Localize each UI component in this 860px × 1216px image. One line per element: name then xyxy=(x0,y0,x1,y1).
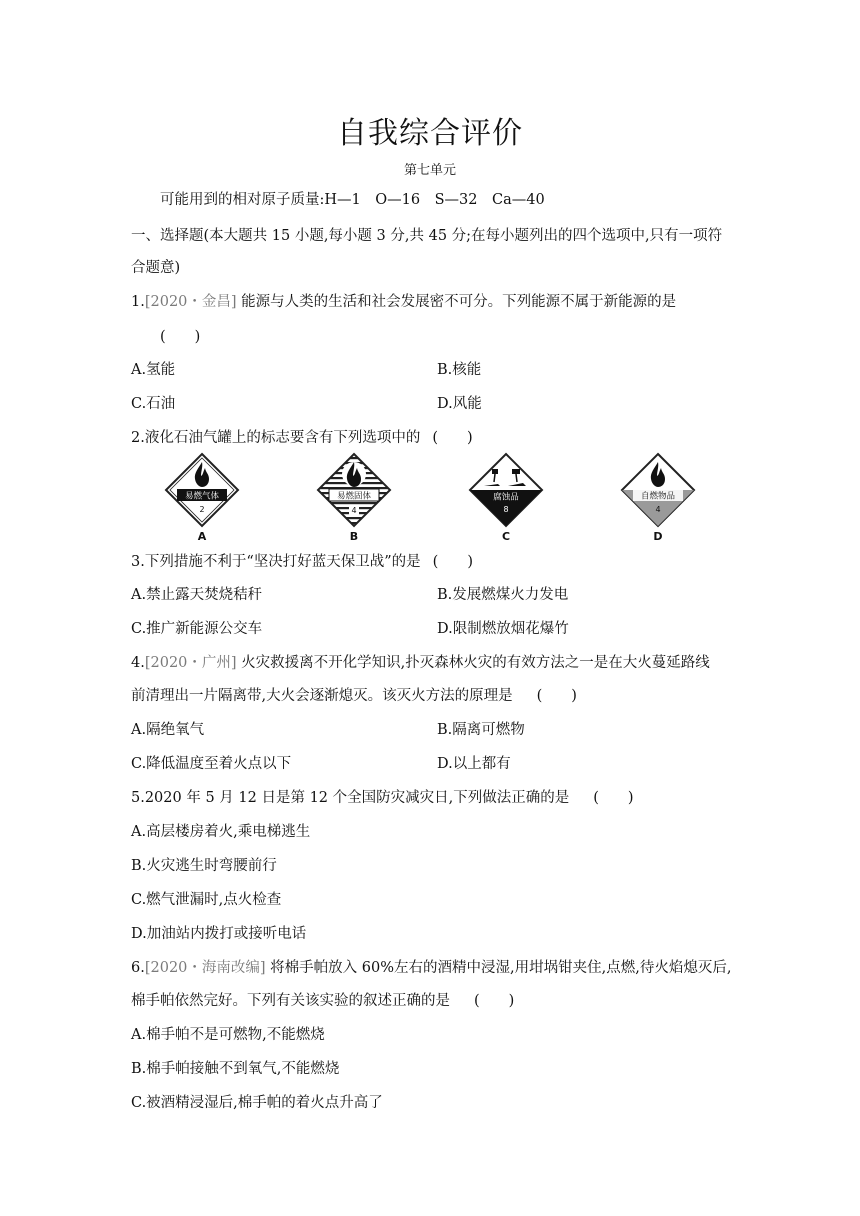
question-text: 2.液化石油气罐上的标志要含有下列选项中的 xyxy=(131,430,421,446)
option-d: D.限制燃放烟花爆竹 xyxy=(437,621,569,637)
answer-paren: ( ) xyxy=(160,329,201,345)
question-text: 3.下列措施不利于“坚决打好蓝天保卫战”的是 xyxy=(131,554,421,570)
atomic-masses: 可能用到的相对原子质量:H—1 O—16 S—32 Ca—40 xyxy=(160,192,545,208)
question-5-stem xyxy=(131,788,634,808)
question-4-stem xyxy=(131,653,710,673)
option-b: B.发展燃煤火力发电 xyxy=(437,587,569,603)
page-title: 自我综合评价 xyxy=(337,116,523,151)
question-3-stem xyxy=(131,552,473,572)
corrosive-icon xyxy=(468,452,544,528)
option-a: A.棉手帕不是可燃物,不能燃烧 xyxy=(131,1027,325,1043)
question-number: 1. xyxy=(131,294,145,310)
answer-paren: ( ) xyxy=(536,688,577,704)
svg-text:8: 8 xyxy=(503,505,509,514)
svg-text:易燃固体: 易燃固体 xyxy=(336,491,372,502)
question-6-stem-cont xyxy=(131,991,514,1011)
unit-subtitle: 第七单元 xyxy=(403,163,456,178)
answer-paren: ( ) xyxy=(432,554,473,570)
section-heading-cont: 合题意) xyxy=(131,260,181,276)
question-text: 将棉手帕放入 60%左右的酒精中浸湿,用坩埚钳夹住,点燃,待火焰熄灭后, xyxy=(265,960,732,976)
question-source: [2020・金昌] xyxy=(144,294,237,310)
question-text: 能源与人类的生活和社会发展密不可分。下列能源不属于新能源的是 xyxy=(236,294,677,310)
sign-letter: B xyxy=(349,530,359,543)
option-a: A.隔绝氧气 xyxy=(131,722,205,738)
question-1-stem xyxy=(131,292,676,312)
option-c: C.推广新能源公交车 xyxy=(131,621,263,637)
option-b: B.核能 xyxy=(437,362,482,378)
option-a: A.氢能 xyxy=(131,362,176,378)
answer-paren: ( ) xyxy=(474,993,515,1009)
option-c: C.燃气泄漏时,点火检查 xyxy=(131,892,282,908)
svg-text:2: 2 xyxy=(199,505,205,514)
answer-paren: ( ) xyxy=(593,790,634,806)
flame-icon xyxy=(164,452,240,528)
question-2-stem xyxy=(131,428,473,448)
question-text: 火灾救援离不开化学知识,扑灭森林火灾的有效方法之一是在大火蔓延路线 xyxy=(236,655,710,671)
option-c: C.被酒精浸湿后,棉手帕的着火点升高了 xyxy=(131,1095,383,1111)
sign-letter: C xyxy=(501,530,511,543)
question-text: 前清理出一片隔离带,大火会逐渐熄灭。该灭火方法的原理是 xyxy=(131,688,513,704)
hazard-sign-c xyxy=(464,452,548,543)
flame-icon xyxy=(316,452,392,528)
option-a: A.禁止露天焚烧秸秆 xyxy=(131,587,263,603)
option-b: B.棉手帕接触不到氧气,不能燃烧 xyxy=(131,1061,340,1077)
section-heading: 一、选择题(本大题共 15 小题,每小题 3 分,共 45 分;在每小题列出的四个选项中,只有一项符 xyxy=(131,228,723,244)
sign-letter: A xyxy=(197,530,207,543)
hazard-sign-b xyxy=(312,452,396,543)
hazard-sign-d xyxy=(616,452,700,543)
sign-letter: D xyxy=(653,530,663,543)
answer-paren: ( ) xyxy=(432,430,473,446)
svg-text:易燃气体: 易燃气体 xyxy=(184,491,220,502)
option-c: C.石油 xyxy=(131,396,176,412)
question-text: 5.2020 年 5 月 12 日是第 12 个全国防灾减灾日,下列做法正确的是 xyxy=(131,790,570,806)
svg-text:腐蚀品: 腐蚀品 xyxy=(493,492,519,503)
svg-text:自燃物品: 自燃物品 xyxy=(640,491,676,502)
option-c: C.降低温度至着火点以下 xyxy=(131,756,292,772)
hazard-signs xyxy=(160,452,720,547)
option-b: B.隔离可燃物 xyxy=(437,722,525,738)
svg-text:4: 4 xyxy=(351,506,357,515)
svg-text:4: 4 xyxy=(655,505,661,514)
question-6-stem xyxy=(131,958,731,978)
question-number: 6. xyxy=(131,960,145,976)
option-d: D.加油站内拨打或接听电话 xyxy=(131,926,307,942)
option-d: D.以上都有 xyxy=(437,756,511,772)
question-source: [2020・海南改编] xyxy=(144,960,266,976)
option-a: A.高层楼房着火,乘电梯逃生 xyxy=(131,824,311,840)
question-4-stem-cont xyxy=(131,686,577,706)
question-text: 棉手帕依然完好。下列有关该实验的叙述正确的是 xyxy=(131,993,450,1009)
option-d: D.风能 xyxy=(437,396,482,412)
question-number: 4. xyxy=(131,655,145,671)
flame-icon xyxy=(620,452,696,528)
question-source: [2020・广州] xyxy=(144,655,237,671)
option-b: B.火灾逃生时弯腰前行 xyxy=(131,858,277,874)
hazard-sign-a xyxy=(160,452,244,543)
